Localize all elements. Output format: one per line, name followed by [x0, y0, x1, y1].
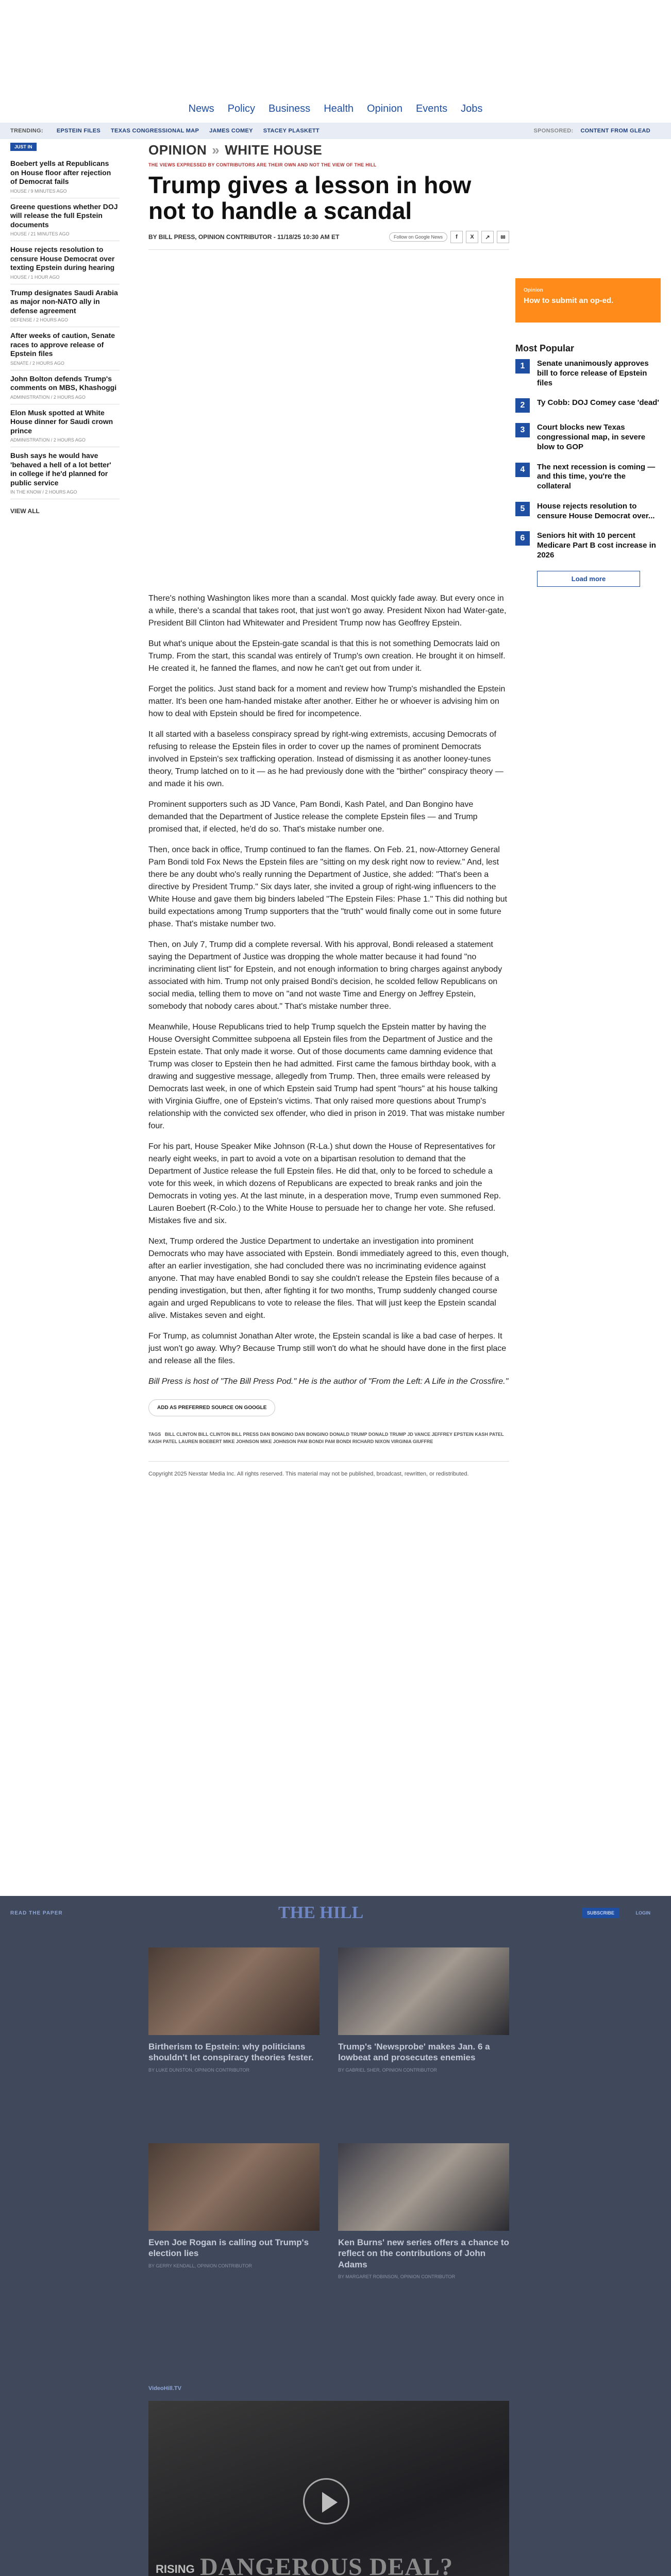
paragraph: For Trump, as columnist Jonathan Alter wrote, the Epstein scandal is like a bad case of herpes. It just won't go away. Why? Because Trump still won't do what he should have done in the first place and release all the files.: [148, 1332, 507, 1365]
just-in-rail: [10, 142, 120, 515]
copyright: Copyright 2025 Nexstar Media Inc. All rights reserved. This material may not be published, broadcast, rewritten, or redistributed.: [148, 1461, 509, 1479]
rank-number: 6: [515, 531, 530, 546]
rail-item[interactable]: [10, 447, 120, 499]
share-icon[interactable]: ↗: [481, 231, 494, 243]
card-title[interactable]: Even Joe Rogan is calling out Trump's election lies: [148, 2238, 309, 2259]
share-tools: [389, 231, 509, 243]
rank-number: 1: [515, 359, 530, 374]
most-popular-item[interactable]: [515, 531, 661, 560]
most-popular-item[interactable]: [515, 359, 661, 388]
rail-item-title[interactable]: House rejects resolution to censure House Democrat over texting Epstein during hearing: [10, 245, 115, 272]
paragraph: Meanwhile, House Republicans tried to help Trump squelch the Epstein matter by having the House Oversight Committee subpoena all Epstein files from the Department of Justice and the Epstein estate. That only made it worse. Out of those documents came damning evidence that Trump was closer to Epstein then he had admitted. First came the famous birthday book, with a drawing and suggestive message, allegedly from Trump. Then, three emails were released by Democrats last week, in one of which Epstein said Trump had spent "hours" at his house talking with Virginia Giuffre, one of Epstein's victims. That only raised more questions about Trump's relationship with the convicted sex offender, who died in prison in 2019. That was mistake number four.: [148, 1023, 505, 1130]
paragraph: Next, Trump ordered the Justice Department to undertake an investigation into prominent Democrats who may have associated with Epstein. Bondi immediately agreed to this, even though, after an earlier investigation, she had concluded there was no incriminating evidence against anyone. That may have enabled Bondi to say she couldn't release the Epstein files because of a pending investigation, but then, after fighting it for two months, Trump suddenly changed course again and urged Republicans to vote to release the files. That will just keep the Epstein scandal alive. Mistakes seven and eight.: [148, 1237, 509, 1320]
rank-number: 4: [515, 463, 530, 477]
most-popular-item[interactable]: [515, 502, 661, 521]
google-news-follow[interactable]: Follow on Google News: [389, 232, 447, 242]
card-meta: BY GERRY KENDALL, OPINION CONTRIBUTOR: [148, 2263, 252, 2268]
paragraph: For his part, House Speaker Mike Johnson (R-La.) shut down the House of Representatives for nearly eight weeks, in part to avoid a vote on a bipartisan resolution to demand that the Department of Justice release the full Epstein files. He did that, only to be forced to schedule a vote for this week, in which dozens of Republicans are expected to break ranks and join the Democrats in voting yes. At the last minute, in a desperation move, Trump even summoned Rep. Lauren Boebert (R-Colo.) to the White House to persuade her to change her vote. She refused. Mistakes five and six.: [148, 1142, 501, 1225]
tags-label: TAGS: [148, 1432, 161, 1437]
card-meta: BY MARGARET ROBINSON, OPINION CONTRIBUTOR: [338, 2274, 456, 2279]
video-overlay-small: RISING: [156, 2563, 195, 2575]
most-popular-item[interactable]: [515, 398, 661, 413]
related-card[interactable]: [338, 2143, 509, 2279]
trending-item[interactable]: STACEY PLASKETT: [263, 128, 320, 134]
related-card[interactable]: [148, 1947, 320, 2073]
rail-item-title[interactable]: Greene questions whether DOJ will release the full Epstein documents: [10, 202, 118, 229]
nav-opinion[interactable]: Opinion: [367, 103, 402, 114]
related-card[interactable]: [338, 1947, 509, 2073]
card-meta: BY GABRIEL SHER, OPINION CONTRIBUTOR: [338, 2067, 437, 2073]
card-title[interactable]: Trump's 'Newsprobe' makes Jan. 6 a lowbeat and prosecutes enemies: [338, 2042, 490, 2063]
card-image: [148, 1947, 320, 2035]
rail-item-meta: DEFENSE / 2 HOURS AGO: [10, 317, 69, 323]
rail-item-meta: HOUSE / 1 HOUR AGO: [10, 274, 60, 280]
tags-list[interactable]: BILL CLINTON BILL CLINTON BILL PRESS DAN BONGINO DAN BONGINO DONALD TRUMP DONALD TRUMP JD VANCE JEFFREY EPSTEIN KASH PATEL KASH PATEL LAUREN BOEBERT MIKE JOHNSON MIKE JOHNSON PAM BONDI PAM BONDI RICHARD NIXON VIRGINIA GIUFFRE: [148, 1432, 504, 1445]
the-hill-logo[interactable]: THE HILL: [278, 1903, 364, 1922]
rank-number: 2: [515, 398, 530, 413]
email-icon[interactable]: ✉: [497, 231, 509, 243]
most-popular-title[interactable]: Ty Cobb: DOJ Comey case 'dead': [537, 398, 659, 408]
rail-item[interactable]: [10, 155, 120, 198]
card-image: [148, 2143, 320, 2231]
rank-number: 3: [515, 423, 530, 437]
subscribe-button[interactable]: SUBSCRIBE: [582, 1908, 619, 1918]
rail-item-title[interactable]: Bush says he would have 'behaved a hell of a lot better' in college if he'd planned for public service: [10, 451, 111, 487]
most-popular-title[interactable]: House rejects resolution to censure House Democrat over...: [537, 501, 655, 520]
facebook-icon[interactable]: f: [450, 231, 463, 243]
rail-item-meta: HOUSE / 21 MINUTES AGO: [10, 231, 70, 236]
trending-item[interactable]: JAMES COMEY: [209, 128, 253, 134]
article-body: [148, 592, 509, 1478]
promo-label: Opinion: [524, 287, 543, 293]
author-note: Bill Press is host of "The Bill Press Pod." He is the author of "From the Left: A Life in the Crossfire.": [148, 1377, 509, 1386]
rail-item-title[interactable]: John Bolton defends Trump's comments on MBS, Khashoggi: [10, 374, 117, 392]
trending-label: TRENDING:: [10, 128, 43, 134]
nav-news[interactable]: News: [188, 103, 214, 114]
rail-item-meta: ADMINISTRATION / 2 HOURS AGO: [10, 437, 86, 443]
login-link[interactable]: LOGIN: [635, 1910, 650, 1916]
video-label[interactable]: VideoHill.TV: [148, 2385, 181, 2392]
trending-item[interactable]: EPSTEIN FILES: [56, 128, 101, 134]
paragraph: Forget the politics. Just stand back for a moment and review how Trump's mishandled the Epstein matter. It's been one ham-handed mistake after another. Either he or whoever is advising him on how to deal with Epstein should be fired for incompetence.: [148, 685, 506, 718]
related-card[interactable]: [148, 2143, 320, 2279]
rail-item[interactable]: [10, 198, 120, 242]
nav-business[interactable]: Business: [269, 103, 311, 114]
read-paper-link[interactable]: READ THE PAPER: [10, 1910, 63, 1916]
card-image: [338, 2143, 509, 2231]
preferred-source-button[interactable]: ADD AS PREFERRED SOURCE ON GOOGLE: [148, 1399, 275, 1416]
video-overlay-big: DANGEROUS DEAL?: [200, 2553, 454, 2576]
rail-item-meta: IN THE KNOW / 2 HOURS AGO: [10, 489, 77, 495]
most-popular-title[interactable]: Seniors hit with 10 percent Medicare Part B cost increase in 2026: [537, 531, 656, 560]
most-popular-title[interactable]: Court blocks new Texas congressional map, in severe blow to GOP: [537, 423, 646, 451]
breadcrumb-divider: »: [212, 142, 220, 158]
opinion-disclaimer: THE VIEWS EXPRESSED BY CONTRIBUTORS ARE THEIR OWN AND NOT THE VIEW OF THE HILL: [148, 162, 377, 167]
section-breadcrumb: [148, 142, 509, 158]
rail-item[interactable]: [10, 284, 120, 328]
rail-item-title[interactable]: After weeks of caution, Senate races to approve release of Epstein files: [10, 331, 115, 358]
rank-number: 5: [515, 502, 530, 516]
op-ed-promo[interactable]: [515, 278, 661, 323]
section-opinion[interactable]: OPINION: [148, 142, 207, 158]
byline: BY BILL PRESS, OPINION CONTRIBUTOR - 11/18/25 10:30 AM ET: [148, 233, 340, 241]
rail-item-meta: ADMINISTRATION / 2 HOURS AGO: [10, 394, 86, 400]
most-popular-title[interactable]: Senate unanimously approves bill to force release of Epstein files: [537, 359, 649, 387]
paragraph: But what's unique about the Epstein-gate scandal is that this is not something Democrats laid on Trump. From the start, this scandal was entirely of Trump's own creation. He brought it on himself. He created it, he fanned the flames, and now he can't get out from under it.: [148, 639, 506, 673]
trending-item[interactable]: TEXAS CONGRESSIONAL MAP: [111, 128, 199, 134]
section-white-house[interactable]: WHITE HOUSE: [225, 142, 323, 158]
related-cards-row-1: [148, 1947, 509, 2073]
rail-item-title[interactable]: Trump designates Saudi Arabia as major non-NATO ally in defense agreement: [10, 288, 118, 315]
nav-jobs[interactable]: Jobs: [461, 103, 483, 114]
most-popular-item[interactable]: [515, 423, 661, 452]
card-image: [338, 1947, 509, 2035]
video-player[interactable]: [148, 2401, 509, 2576]
card-title[interactable]: Birtherism to Epstein: why politicians shouldn't let conspiracy theories fester.: [148, 2042, 314, 2063]
rail-item[interactable]: [10, 241, 120, 284]
promo-title[interactable]: How to submit an op-ed.: [524, 296, 614, 305]
main-nav: [0, 98, 671, 120]
sponsored-label: SPONSORED:: [533, 128, 574, 134]
card-meta: BY LUKE DUNSTON, OPINION CONTRIBUTOR: [148, 2067, 250, 2073]
article-header: [148, 142, 509, 250]
paragraph: Prominent supporters such as JD Vance, Pam Bondi, Kash Patel, and Dan Bongino have demanded that the Department of Justice release the complete Epstein files — and Trump promised that, if elected, he'd do so. That's mistake number one.: [148, 800, 478, 834]
just-in-badge: JUST IN: [10, 143, 37, 151]
article-title: Trump gives a lesson in how not to handle a scandal: [148, 172, 472, 224]
right-sidebar: [515, 278, 661, 587]
view-all-link[interactable]: VIEW ALL: [10, 507, 40, 515]
tags-block: [148, 1431, 509, 1446]
most-popular-title[interactable]: The next recession is coming — and this time, you're the collateral: [537, 462, 656, 490]
rail-item[interactable]: [10, 404, 120, 448]
most-popular-heading: Most Popular: [515, 343, 575, 353]
nav-policy[interactable]: Policy: [227, 103, 256, 114]
rail-item[interactable]: [10, 370, 120, 404]
nav-events[interactable]: Events: [415, 103, 448, 114]
rail-item-meta: SENATE / 2 HOURS AGO: [10, 360, 64, 366]
rail-item-title[interactable]: Elon Musk spotted at White House dinner for Saudi crown prince: [10, 408, 113, 435]
x-icon[interactable]: X: [466, 231, 478, 243]
paragraph: Then, once back in office, Trump continued to fan the flames. On Feb. 21, now-Attorney General Pam Bondi told Fox News the Epstein files are "sitting on my desk right now to review." And, lest there be any doubt who's really running the Department of Justice, she added: "That's been a directive by President Trump." Six days later, she invited a group of right-wing influencers to the White House and gave them big binders labeled "The Epstein Files: Phase 1." This did nothing but build expectations among Trump supporters that the "truth" would finally come out in some future phase. That's mistake number two.: [148, 845, 507, 928]
related-cards-row-2: [148, 2143, 509, 2279]
paragraph: Then, on July 7, Trump did a complete reversal. With his approval, Bondi released a statement saying the Department of Justice was dropping the whole matter because it had found "no incriminating client list" for Epstein, and not enough information to bring charges against anybody associated with him. Trump not only praised Bondi's decision, he scolded fellow Republicans on social media, telling them to move on "and not waste Time and Energy on Jeffrey Epstein, somebody that nobody cares about." That's mistake number three.: [148, 940, 502, 1011]
rail-item-title[interactable]: Boebert yells at Republicans on House floor after rejection of Democrat fails: [10, 159, 111, 185]
rail-item-meta: HOUSE / 9 MINUTES AGO: [10, 188, 67, 194]
play-icon[interactable]: [303, 2478, 349, 2524]
nav-health[interactable]: Health: [324, 103, 354, 114]
byline-row: [148, 231, 509, 250]
hill-header-bar: [0, 1901, 671, 1925]
trending-bar: [0, 123, 671, 139]
paragraph: There's nothing Washington likes more than a scandal. Most quickly fade away. But every once in a while, there's a scandal that takes root, that just won't go away. President Nixon had Water-gate, President Bill Clinton had Whitewater and President Trump now has Geoffrey Epstein.: [148, 594, 507, 628]
video-section: [148, 2385, 509, 2576]
most-popular-item[interactable]: [515, 463, 661, 492]
card-title[interactable]: Ken Burns' new series offers a chance to reflect on the contributions of John Adams: [338, 2238, 509, 2269]
rail-item[interactable]: [10, 327, 120, 370]
sponsored-link[interactable]: CONTENT FROM GLEAD: [580, 128, 650, 134]
load-more-button[interactable]: Load more: [537, 571, 640, 587]
paragraph: It all started with a baseless conspiracy spread by right-wing extremists, accusing Democrats of refusing to release the Epstein files in order to cover up the names of prominent Democrats involved in Epstein's sex trafficking operation. Instead of dismissing it as another looney-tunes theory, Trump latched on to it — as he had previously done with the "birther" conspiracy theory — and made it his own.: [148, 730, 504, 788]
